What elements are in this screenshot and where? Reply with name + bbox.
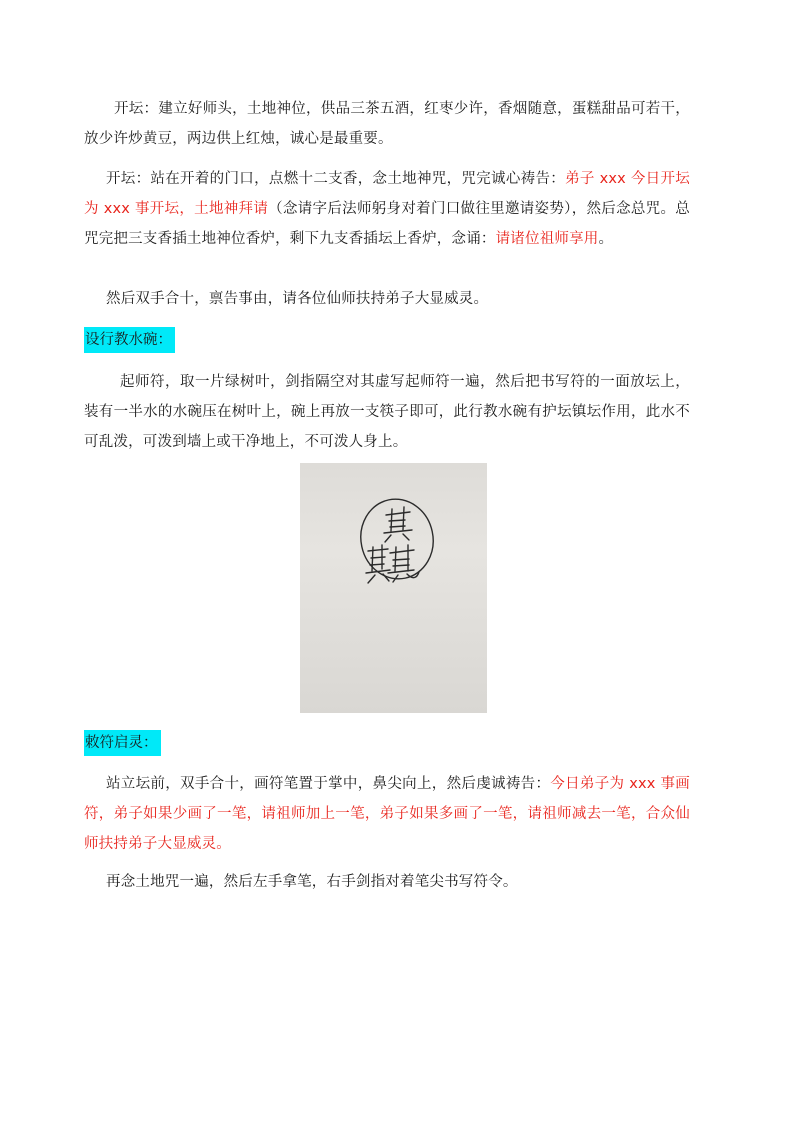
prayer-red-invocation: 请诸位祖师享用 bbox=[495, 231, 599, 247]
paragraph-opening-setup bbox=[84, 94, 690, 154]
paragraph-text: 起师符，取一片绿树叶，剑指隔空对其虚写起师符一遍，然后把书写符的一面放坛上，装有一半水的水碗压在树叶上，碗上再放一支筷子即可，此行教水碗有护坛镇坛作用，此水不可乱泼，可泼到墙上或干净地上，不可泼人身上。 bbox=[84, 374, 690, 450]
section-heading-water-bowl: 设行教水碗： bbox=[84, 327, 175, 353]
prayer-red-text: 弟子 xxx 今日开坛为 xxx 事开坛，土地神拜请 bbox=[84, 171, 690, 217]
paragraph-talisman-prayer bbox=[84, 769, 690, 859]
talisman-photo bbox=[300, 463, 487, 713]
paragraph-text: 开坛：建立好师头，土地神位，供品三茶五酒，红枣少许，香烟随意，蛋糕甜品可若干，放少许炒黄豆，两边供上红烛，诚心是最重要。 bbox=[84, 101, 690, 147]
prayer-middle-text: （念请字后法师躬身对着门口做往里邀请姿势），然后念总咒。总咒完把三支香插土地神位香炉，剩下九支香插坛上香炉，念诵： bbox=[84, 201, 690, 247]
paragraph-opening-prayer bbox=[84, 164, 690, 254]
paragraph-report bbox=[84, 284, 690, 314]
paragraph-final-step bbox=[84, 867, 690, 897]
talisman-sketch-icon bbox=[300, 463, 487, 713]
prayer-end-text: 。 bbox=[598, 231, 614, 247]
paragraph-water-bowl bbox=[84, 367, 690, 457]
prayer-lead-text: 开坛：站在开着的门口，点燃十二支香，念土地神咒，咒完诚心祷告： bbox=[106, 171, 566, 187]
section-heading-talisman-activation: 敕符启灵： bbox=[84, 730, 161, 756]
prayer-lead-text: 站立坛前，双手合十，画符笔置于掌中，鼻尖向上，然后虔诚祷告： bbox=[106, 776, 551, 792]
prayer-red-text: 今日弟子为 xxx 事画符，弟子如果少画了一笔，请祖师加上一笔，弟子如果多画了一笔，请祖师减去一笔，合众仙师扶持弟子大显威灵。 bbox=[84, 776, 690, 852]
paragraph-text: 再念土地咒一遍，然后左手拿笔，右手剑指对着笔尖书写符令。 bbox=[106, 874, 518, 890]
paragraph-text: 然后双手合十，禀告事由，请各位仙师扶持弟子大显威灵。 bbox=[106, 291, 489, 307]
